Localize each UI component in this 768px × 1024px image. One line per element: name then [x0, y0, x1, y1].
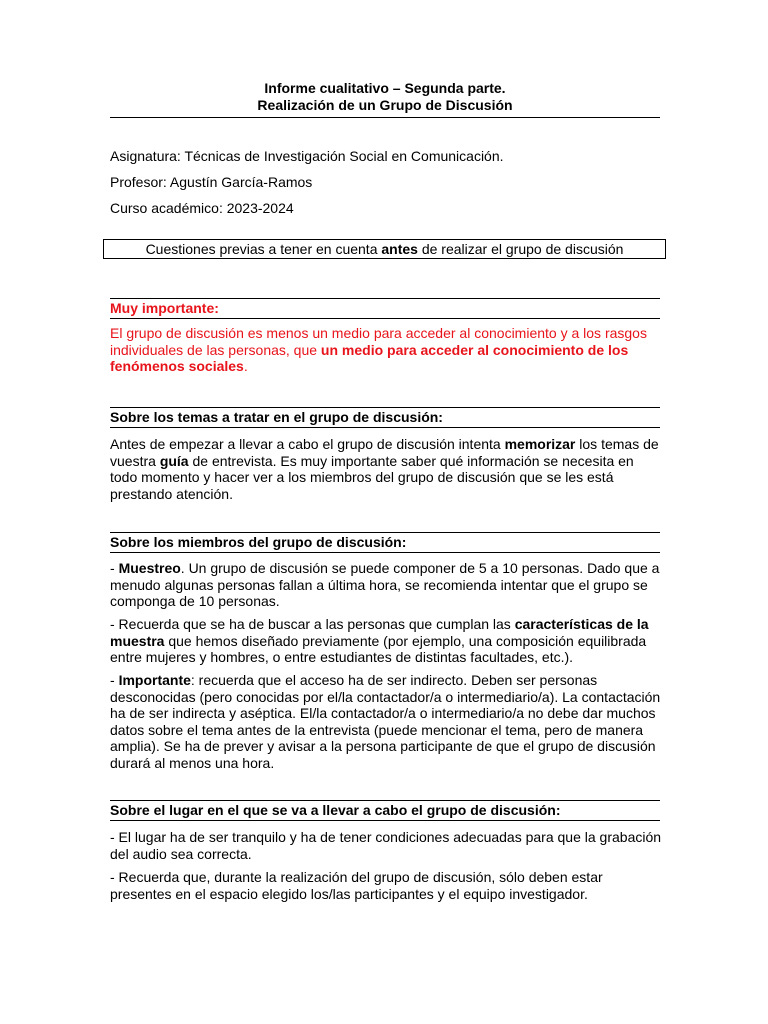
- important-paragraph: [110, 325, 662, 375]
- meta-profesor: Profesor: Agustín García-Ramos: [110, 174, 313, 190]
- muestreo-bold: Muestreo: [118, 560, 181, 576]
- muestreo-paragraph: [110, 560, 662, 610]
- caracteristicas-bold: características de la muestra: [110, 616, 649, 649]
- meta-asignatura: Asignatura: Técnicas de Investigación Social en Comunicación.: [110, 148, 504, 164]
- miembros-heading: Sobre los miembros del grupo de discusión:: [110, 532, 660, 553]
- importante-text: : recuerda que el acceso ha de ser indirecto. Deben ser personas desconocidas (pero conocidas por el/la contactador/a o intermediario/a). La contactación ha de ser indirecta y aséptica. El/la contactador/a o intermediario/a no debe dar muchos datos sobre el tema antes de la entrevista (puede mencionar el tema, pero de manera amplia). Se ha de prever y avisar a la persona participante de que el grupo de discusión durará al menos una hora.: [110, 672, 661, 771]
- previas-text-after: de realizar el grupo de discusión: [417, 241, 624, 257]
- previas-box: [103, 239, 666, 259]
- temas-text-1: Antes de empezar a llevar a cabo el grupo de discusión intenta: [110, 436, 505, 452]
- temas-bold-2: guía: [159, 452, 189, 469]
- temas-text-2: los temas de vuestra: [110, 436, 659, 469]
- important-end: .: [243, 358, 248, 374]
- caracteristicas-text: - Recuerda que se ha de buscar a las personas que cumplan las: [110, 616, 515, 632]
- importante-dash: -: [110, 672, 119, 688]
- title-line-1: Informe cualitativo – Segunda parte.: [264, 80, 506, 96]
- meta-curso: Curso académico: 2023-2024: [110, 200, 294, 216]
- temas-heading: Sobre los temas a tratar en el grupo de discusión:: [110, 407, 660, 428]
- document-title: [110, 80, 660, 118]
- importante-bold: Importante: [118, 672, 191, 688]
- temas-text-3: de entrevista. Es muy importante saber qué información se necesita en todo momento y hacer ver a los miembros del grupo de discusión que se les está prestando atención.: [110, 452, 634, 502]
- previas-bold: antes: [381, 241, 418, 257]
- lugar-heading: Sobre el lugar en el que se va a llevar a cabo el grupo de discusión:: [110, 800, 660, 821]
- important-heading: Muy importante:: [110, 298, 660, 319]
- caracteristicas-after: que hemos diseñado previamente (por ejemplo, una composición equilibrada entre mujeres y hombres, o entre estudiantes de distintas facultades, etc.).: [110, 632, 647, 665]
- lugar-paragraph-1: - El lugar ha de ser tranquilo y ha de tener condiciones adecuadas para que la grabación del audio sea correcta.: [110, 829, 662, 862]
- important-bold: un medio para acceder al conocimiento de los fenómenos sociales: [110, 341, 629, 374]
- lugar-paragraph-2: - Recuerda que, durante la realización del grupo de discusión, sólo deben estar presentes en el espacio elegido los/las participantes y el equipo investigador.: [110, 869, 603, 902]
- important-text: El grupo de discusión es menos un medio para acceder al conocimiento y a los rasgos individuales de las personas, que: [110, 325, 647, 358]
- temas-bold-1: memorizar: [504, 436, 576, 452]
- temas-paragraph: [110, 436, 662, 502]
- importante-paragraph: [110, 672, 662, 771]
- caracteristicas-paragraph: [110, 616, 662, 666]
- title-line-2: Realización de un Grupo de Discusión: [257, 97, 513, 113]
- muestreo-text: . Un grupo de discusión se puede componer de 5 a 10 personas. Dado que a menudo algunas personas fallan a última hora, se recomienda intentar que el grupo se componga de 10 personas.: [110, 560, 660, 609]
- muestreo-dash: -: [110, 560, 119, 576]
- previas-text: Cuestiones previas a tener en cuenta: [145, 241, 382, 257]
